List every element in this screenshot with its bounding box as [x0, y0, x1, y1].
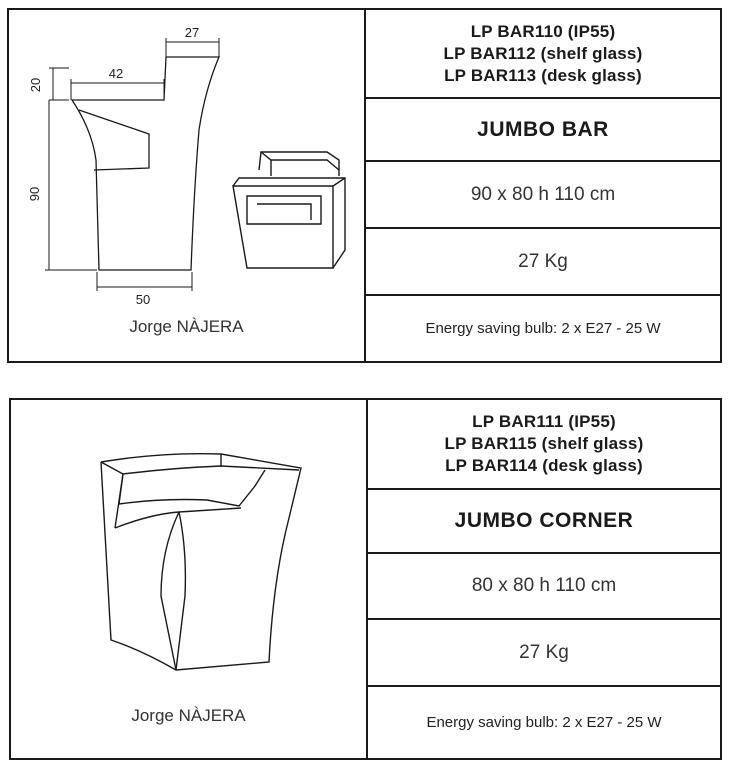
product-codes	[368, 400, 720, 488]
designer-name: Jorge NÀJERA	[131, 706, 246, 725]
product-codes	[366, 10, 720, 97]
product-code: LP BAR115 (shelf glass)	[444, 434, 644, 453]
dim-label-top-height: 20	[28, 77, 43, 93]
dim-label-body-height: 90	[27, 186, 42, 202]
product-weight: 27 Kg	[368, 618, 720, 685]
spec-table	[368, 400, 720, 758]
product-name: JUMBO BAR	[366, 97, 720, 160]
dim-label-base-width: 50	[135, 292, 151, 307]
jumbo-bar-technical-drawing	[9, 10, 364, 310]
product-code: LP BAR114 (desk glass)	[445, 456, 643, 475]
dim-label-desk-width: 42	[108, 66, 124, 81]
product-weight: 27 Kg	[366, 227, 720, 294]
designer-name: Jorge NÀJERA	[129, 317, 244, 336]
product-energy: Energy saving bulb: 2 x E27 - 25 W	[366, 294, 720, 361]
product-energy: Energy saving bulb: 2 x E27 - 25 W	[368, 685, 720, 758]
product-card-jumbo-corner	[9, 398, 722, 760]
product-code: LP BAR112 (shelf glass)	[443, 43, 643, 63]
product-dimensions: 90 x 80 h 110 cm	[366, 160, 720, 227]
product-code: LP BAR111 (IP55)	[472, 412, 616, 431]
product-drawing-panel	[9, 10, 366, 361]
product-dimensions: 80 x 80 h 110 cm	[368, 552, 720, 618]
dim-label-top-width: 27	[184, 25, 200, 40]
product-code: LP BAR110 (IP55)	[470, 21, 616, 41]
product-name: JUMBO CORNER	[368, 488, 720, 552]
product-card-jumbo-bar	[7, 8, 722, 363]
product-drawing-panel	[11, 400, 368, 758]
product-code: LP BAR113 (desk glass)	[444, 65, 642, 85]
jumbo-corner-technical-drawing	[11, 400, 366, 700]
spec-table	[366, 10, 720, 361]
